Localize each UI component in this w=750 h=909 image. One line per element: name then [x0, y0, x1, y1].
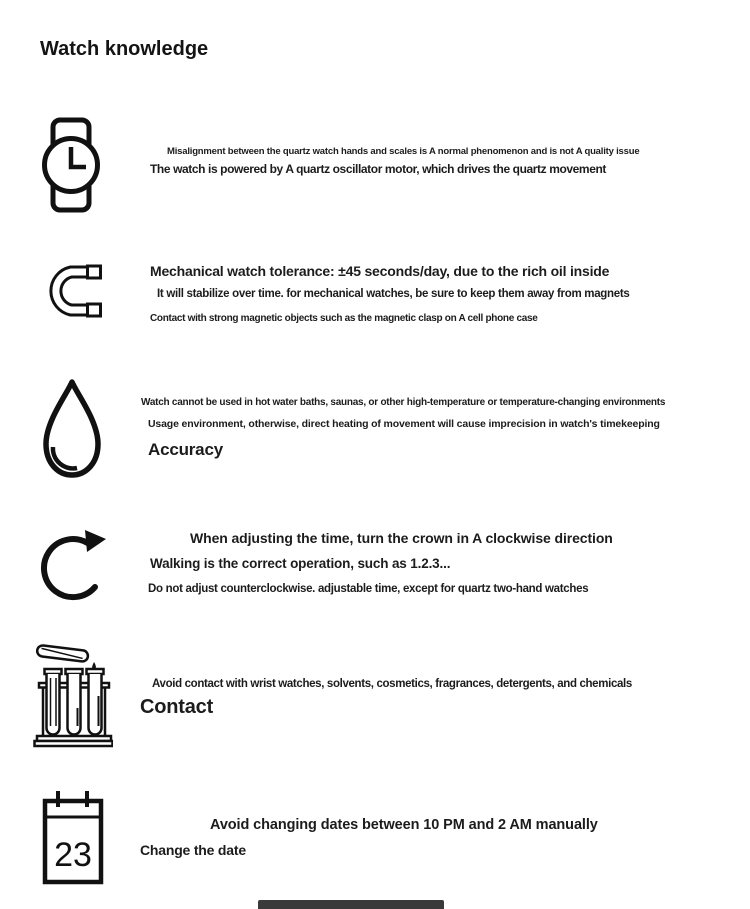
- rotate-clockwise-icon: [40, 526, 110, 606]
- water-drop-icon: [37, 378, 107, 480]
- section-text-line: Watch cannot be used in hot water baths, saunas, or other high-temperature or temperature-changing environments: [141, 397, 666, 408]
- wristwatch-icon: [40, 117, 102, 213]
- section-text-line: When adjusting the time, turn the crown in A clockwise direction: [190, 530, 613, 546]
- section-text-line: It will stabilize over time. for mechanical watches, be sure to keep them away from magnets: [157, 288, 630, 300]
- contact-heading: Contact: [140, 696, 214, 718]
- section-text-line: Avoid contact with wrist watches, solvents, cosmetics, fragrances, detergents, and chemicals: [152, 678, 632, 690]
- section-text-line: The watch is powered by A quartz oscillator motor, which drives the quartz movement: [150, 162, 607, 176]
- calendar-icon: [42, 788, 104, 885]
- section-text-line: Usage environment, otherwise, direct heating of movement will cause imprecision in watch's timekeeping: [148, 418, 660, 430]
- accuracy-heading: Accuracy: [148, 440, 223, 459]
- section-text-line: Contact with strong magnetic objects such as the magnetic clasp on A cell phone case: [150, 313, 538, 324]
- calendar-date-text: 23: [54, 836, 92, 874]
- home-indicator-bar[interactable]: [258, 900, 444, 909]
- page-title: Watch knowledge: [40, 38, 209, 60]
- test-tubes-icon: [33, 638, 113, 748]
- section-text-line: Misalignment between the quartz watch hands and scales is A normal phenomenon and is not A quality issue: [167, 146, 640, 157]
- magnet-icon: [40, 261, 106, 321]
- section-text-line: Walking is the correct operation, such as 1.2.3...: [150, 556, 451, 571]
- section-text-line: Mechanical watch tolerance: ±45 seconds/day, due to the rich oil inside: [150, 263, 610, 279]
- section-text-line: Change the date: [140, 842, 246, 858]
- section-text-line: Avoid changing dates between 10 PM and 2 AM manually: [210, 817, 598, 833]
- section-text-line: Do not adjust counterclockwise. adjustable time, except for quartz two-hand watches: [148, 583, 589, 595]
